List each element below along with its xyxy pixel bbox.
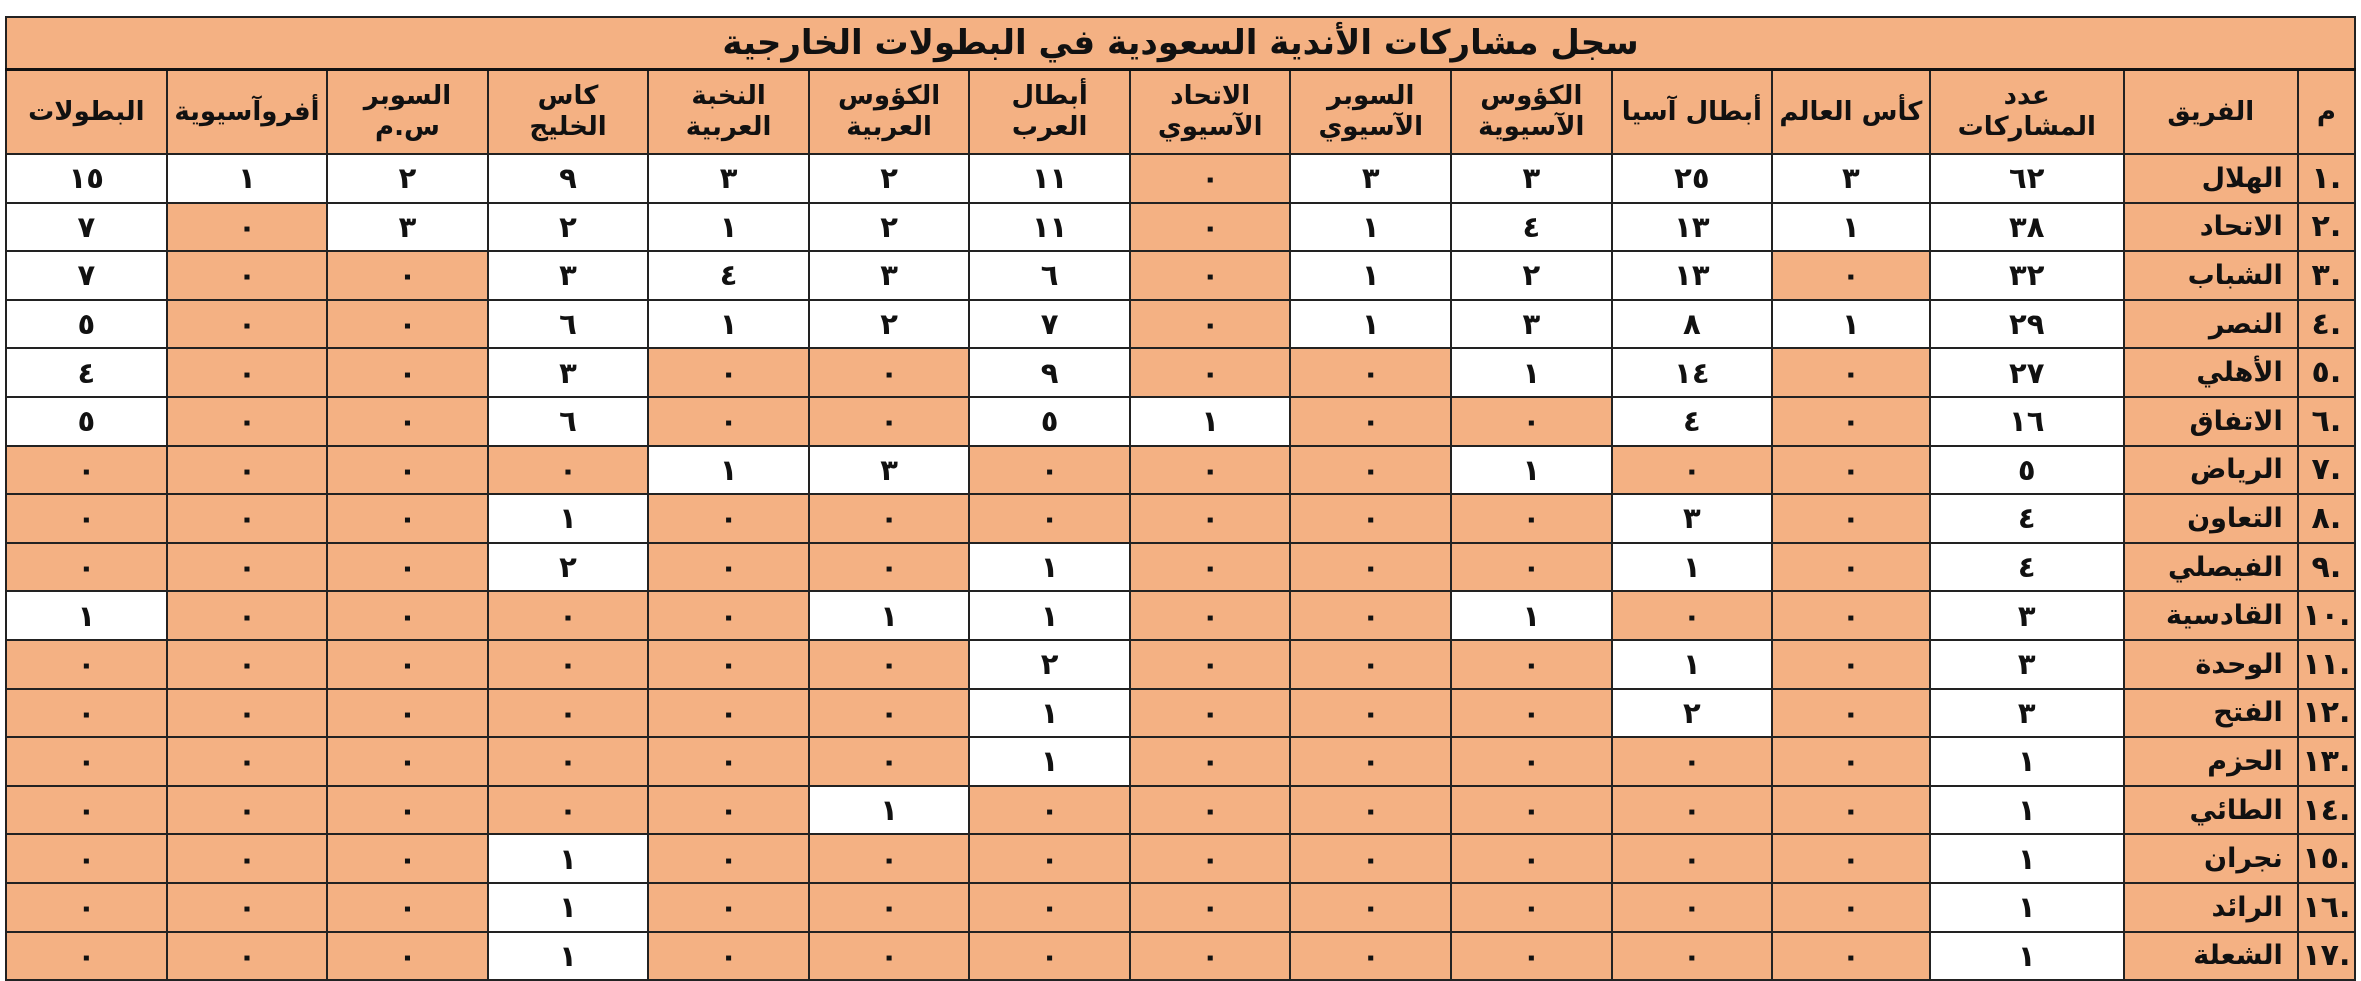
value-cell: ٦ bbox=[488, 397, 649, 446]
value-cell: ٠ bbox=[1290, 591, 1451, 640]
value-cell: ٠ bbox=[1451, 543, 1612, 592]
value-cell: ١ bbox=[1612, 640, 1773, 689]
value-cell: ٣ bbox=[648, 154, 809, 203]
team-name: القادسية bbox=[2124, 591, 2298, 640]
value-cell: ٠ bbox=[1130, 446, 1291, 495]
value-cell: ٠ bbox=[6, 543, 167, 592]
participation-count: ٦٢ bbox=[1930, 154, 2124, 203]
team-name: الرائد bbox=[2124, 883, 2298, 932]
value-cell: ٠ bbox=[327, 251, 488, 300]
value-cell: ٠ bbox=[1290, 543, 1451, 592]
value-cell: ١١ bbox=[969, 203, 1130, 252]
table-row bbox=[6, 300, 2355, 349]
value-cell: ٠ bbox=[1130, 203, 1291, 252]
row-index: .٦ bbox=[2298, 397, 2355, 446]
value-cell: ٠ bbox=[1772, 591, 1929, 640]
value-cell: ٠ bbox=[488, 689, 649, 738]
value-cell: ٠ bbox=[6, 737, 167, 786]
row-index: .١٧ bbox=[2298, 932, 2355, 981]
value-cell: ١ bbox=[488, 932, 649, 981]
value-cell: ٠ bbox=[1290, 640, 1451, 689]
value-cell: ٠ bbox=[648, 640, 809, 689]
table-row bbox=[6, 932, 2355, 981]
value-cell: ٣ bbox=[809, 251, 970, 300]
value-cell: ٠ bbox=[1130, 494, 1291, 543]
value-cell: ٠ bbox=[1290, 786, 1451, 835]
value-cell: ٠ bbox=[648, 883, 809, 932]
value-cell: ١١ bbox=[969, 154, 1130, 203]
value-cell: ٠ bbox=[167, 737, 328, 786]
value-cell: ٠ bbox=[1130, 834, 1291, 883]
value-cell: ٠ bbox=[1772, 494, 1929, 543]
value-cell: ٠ bbox=[1772, 834, 1929, 883]
value-cell: ٠ bbox=[1130, 883, 1291, 932]
value-cell: ٠ bbox=[488, 446, 649, 495]
value-cell: ٠ bbox=[1772, 543, 1929, 592]
value-cell: ٥ bbox=[6, 300, 167, 349]
table-row bbox=[6, 154, 2355, 203]
team-name: الاتحاد bbox=[2124, 203, 2298, 252]
value-cell: ٠ bbox=[1612, 591, 1773, 640]
header-afc-cup: الاتحاد الآسيوي bbox=[1130, 70, 1291, 155]
value-cell: ٠ bbox=[167, 591, 328, 640]
table-row bbox=[6, 591, 2355, 640]
value-cell: ٢ bbox=[327, 154, 488, 203]
value-cell: ٠ bbox=[6, 446, 167, 495]
team-name: الاتفاق bbox=[2124, 397, 2298, 446]
value-cell: ١ bbox=[809, 591, 970, 640]
value-cell: ٠ bbox=[327, 446, 488, 495]
value-cell: ٠ bbox=[969, 932, 1130, 981]
value-cell: ٣ bbox=[488, 251, 649, 300]
value-cell: ٢ bbox=[809, 203, 970, 252]
participation-count: ١ bbox=[1930, 737, 2124, 786]
participation-count: ٣٨ bbox=[1930, 203, 2124, 252]
value-cell: ٠ bbox=[167, 834, 328, 883]
value-cell: ٠ bbox=[1130, 251, 1291, 300]
value-cell: ٢ bbox=[809, 154, 970, 203]
value-cell: ٨ bbox=[1612, 300, 1773, 349]
value-cell: ٠ bbox=[1451, 883, 1612, 932]
value-cell: ٠ bbox=[167, 786, 328, 835]
team-name: الشعلة bbox=[2124, 932, 2298, 981]
row-index: .١١ bbox=[2298, 640, 2355, 689]
value-cell: ٠ bbox=[1290, 397, 1451, 446]
value-cell: ٠ bbox=[6, 786, 167, 835]
header-arab-champions: أبطال العرب bbox=[969, 70, 1130, 155]
value-cell: ٣ bbox=[1772, 154, 1929, 203]
value-cell: ٠ bbox=[1772, 932, 1929, 981]
value-cell: ٠ bbox=[1451, 834, 1612, 883]
table-row bbox=[6, 494, 2355, 543]
value-cell: ٠ bbox=[1772, 640, 1929, 689]
table-row bbox=[6, 834, 2355, 883]
value-cell: ٠ bbox=[648, 834, 809, 883]
value-cell: ١ bbox=[809, 786, 970, 835]
row-index: .٨ bbox=[2298, 494, 2355, 543]
header-titles: البطولات bbox=[6, 70, 167, 155]
value-cell: ٠ bbox=[1772, 883, 1929, 932]
value-cell: ٧ bbox=[969, 300, 1130, 349]
team-name: التعاون bbox=[2124, 494, 2298, 543]
value-cell: ١ bbox=[1772, 300, 1929, 349]
header-arab-cups: الكؤوس العربية bbox=[809, 70, 970, 155]
value-cell: ١ bbox=[648, 300, 809, 349]
value-cell: ٠ bbox=[1130, 689, 1291, 738]
participation-count: ٢٧ bbox=[1930, 348, 2124, 397]
value-cell: ٣ bbox=[1612, 494, 1773, 543]
row-index: .١٢ bbox=[2298, 689, 2355, 738]
value-cell: ٠ bbox=[1290, 494, 1451, 543]
row-index: .٧ bbox=[2298, 446, 2355, 495]
value-cell: ٧ bbox=[6, 251, 167, 300]
value-cell: ١٥ bbox=[6, 154, 167, 203]
team-name: نجران bbox=[2124, 834, 2298, 883]
value-cell: ١ bbox=[1290, 251, 1451, 300]
participation-count: ٣ bbox=[1930, 591, 2124, 640]
value-cell: ١ bbox=[1130, 397, 1291, 446]
value-cell: ٠ bbox=[488, 786, 649, 835]
participation-count: ١ bbox=[1930, 834, 2124, 883]
team-name: الأهلي bbox=[2124, 348, 2298, 397]
value-cell: ٠ bbox=[6, 689, 167, 738]
value-cell: ٠ bbox=[969, 834, 1130, 883]
value-cell: ٠ bbox=[1130, 640, 1291, 689]
value-cell: ٠ bbox=[327, 737, 488, 786]
table-body bbox=[6, 154, 2355, 980]
participation-count: ٤ bbox=[1930, 543, 2124, 592]
value-cell: ٦ bbox=[969, 251, 1130, 300]
value-cell: ٣ bbox=[809, 446, 970, 495]
value-cell: ٠ bbox=[1130, 786, 1291, 835]
table-row bbox=[6, 543, 2355, 592]
header-participations: عدد المشاركات bbox=[1930, 70, 2124, 155]
value-cell: ٠ bbox=[809, 883, 970, 932]
value-cell: ١ bbox=[6, 591, 167, 640]
participation-table bbox=[5, 16, 2356, 981]
value-cell: ٠ bbox=[1612, 834, 1773, 883]
table-row bbox=[6, 640, 2355, 689]
value-cell: ١ bbox=[1451, 591, 1612, 640]
value-cell: ٣ bbox=[488, 348, 649, 397]
team-name: الفتح bbox=[2124, 689, 2298, 738]
value-cell: ٠ bbox=[648, 689, 809, 738]
value-cell: ٠ bbox=[809, 494, 970, 543]
value-cell: ٠ bbox=[167, 689, 328, 738]
value-cell: ٠ bbox=[1451, 494, 1612, 543]
value-cell: ١ bbox=[488, 494, 649, 543]
value-cell: ٠ bbox=[809, 397, 970, 446]
value-cell: ٠ bbox=[1772, 689, 1929, 738]
value-cell: ٠ bbox=[167, 932, 328, 981]
header-asian-cups: الكؤوس الآسيوية bbox=[1451, 70, 1612, 155]
value-cell: ٠ bbox=[1451, 640, 1612, 689]
header-row bbox=[6, 70, 2355, 155]
value-cell: ٠ bbox=[167, 300, 328, 349]
value-cell: ١٣ bbox=[1612, 251, 1773, 300]
table-row bbox=[6, 737, 2355, 786]
row-index: .١٣ bbox=[2298, 737, 2355, 786]
value-cell: ٤ bbox=[1451, 203, 1612, 252]
table-row bbox=[6, 203, 2355, 252]
participation-count: ٢٩ bbox=[1930, 300, 2124, 349]
value-cell: ٠ bbox=[648, 543, 809, 592]
value-cell: ٣ bbox=[1451, 300, 1612, 349]
value-cell: ٠ bbox=[1290, 348, 1451, 397]
value-cell: ٢ bbox=[809, 300, 970, 349]
participation-count: ٥ bbox=[1930, 446, 2124, 495]
value-cell: ٠ bbox=[809, 348, 970, 397]
value-cell: ٠ bbox=[1130, 543, 1291, 592]
table-title: سجل مشاركات الأندية السعودية في البطولات الخارجية bbox=[6, 17, 2355, 70]
participation-count: ٣ bbox=[1930, 640, 2124, 689]
team-name: الفيصلي bbox=[2124, 543, 2298, 592]
value-cell: ٠ bbox=[809, 834, 970, 883]
value-cell: ١ bbox=[1290, 203, 1451, 252]
value-cell: ١ bbox=[1290, 300, 1451, 349]
value-cell: ٠ bbox=[1290, 737, 1451, 786]
participation-count: ١٦ bbox=[1930, 397, 2124, 446]
value-cell: ٠ bbox=[167, 348, 328, 397]
row-index: .٤ bbox=[2298, 300, 2355, 349]
row-index: .٥ bbox=[2298, 348, 2355, 397]
header-super-sm: السوبر س.م bbox=[327, 70, 488, 155]
value-cell: ٠ bbox=[488, 737, 649, 786]
participation-count: ٣٢ bbox=[1930, 251, 2124, 300]
row-index: .١٤ bbox=[2298, 786, 2355, 835]
value-cell: ٢ bbox=[488, 543, 649, 592]
value-cell: ٠ bbox=[1130, 154, 1291, 203]
value-cell: ٠ bbox=[327, 397, 488, 446]
value-cell: ٠ bbox=[1451, 689, 1612, 738]
value-cell: ٠ bbox=[809, 689, 970, 738]
value-cell: ٠ bbox=[167, 883, 328, 932]
row-index: .٣ bbox=[2298, 251, 2355, 300]
value-cell: ٠ bbox=[327, 591, 488, 640]
value-cell: ٠ bbox=[1772, 348, 1929, 397]
value-cell: ٠ bbox=[1612, 932, 1773, 981]
header-gulf-cup: كاس الخليج bbox=[488, 70, 649, 155]
value-cell: ٠ bbox=[6, 932, 167, 981]
team-name: الهلال bbox=[2124, 154, 2298, 203]
value-cell: ٠ bbox=[1290, 932, 1451, 981]
table-row bbox=[6, 883, 2355, 932]
value-cell: ٠ bbox=[327, 786, 488, 835]
team-name: الوحدة bbox=[2124, 640, 2298, 689]
value-cell: ٠ bbox=[969, 786, 1130, 835]
row-index: .١ bbox=[2298, 154, 2355, 203]
value-cell: ٠ bbox=[648, 737, 809, 786]
header-arab-elite: النخبة العربية bbox=[648, 70, 809, 155]
value-cell: ١ bbox=[648, 203, 809, 252]
value-cell: ٧ bbox=[6, 203, 167, 252]
value-cell: ٠ bbox=[1451, 737, 1612, 786]
row-index: .١٠ bbox=[2298, 591, 2355, 640]
value-cell: ٣ bbox=[327, 203, 488, 252]
value-cell: ٠ bbox=[327, 300, 488, 349]
value-cell: ٠ bbox=[488, 591, 649, 640]
value-cell: ٠ bbox=[969, 883, 1130, 932]
row-index: .٩ bbox=[2298, 543, 2355, 592]
value-cell: ٩ bbox=[488, 154, 649, 203]
value-cell: ٠ bbox=[969, 494, 1130, 543]
value-cell: ٣ bbox=[1451, 154, 1612, 203]
value-cell: ١ bbox=[1451, 446, 1612, 495]
value-cell: ٠ bbox=[167, 397, 328, 446]
value-cell: ٠ bbox=[327, 348, 488, 397]
team-name: الحزم bbox=[2124, 737, 2298, 786]
value-cell: ١ bbox=[969, 737, 1130, 786]
value-cell: ٢ bbox=[488, 203, 649, 252]
value-cell: ٠ bbox=[809, 932, 970, 981]
value-cell: ٠ bbox=[327, 932, 488, 981]
value-cell: ٠ bbox=[6, 834, 167, 883]
value-cell: ٠ bbox=[1290, 883, 1451, 932]
value-cell: ٠ bbox=[1130, 932, 1291, 981]
table-row bbox=[6, 689, 2355, 738]
value-cell: ٠ bbox=[1772, 737, 1929, 786]
value-cell: ١٣ bbox=[1612, 203, 1773, 252]
value-cell: ٠ bbox=[1612, 446, 1773, 495]
value-cell: ٠ bbox=[167, 251, 328, 300]
value-cell: ٠ bbox=[1290, 446, 1451, 495]
value-cell: ٠ bbox=[1290, 689, 1451, 738]
value-cell: ٠ bbox=[6, 883, 167, 932]
row-index: .١٥ bbox=[2298, 834, 2355, 883]
value-cell: ٠ bbox=[327, 543, 488, 592]
value-cell: ١ bbox=[1772, 203, 1929, 252]
value-cell: ٠ bbox=[648, 932, 809, 981]
value-cell: ٠ bbox=[1130, 591, 1291, 640]
value-cell: ٠ bbox=[327, 834, 488, 883]
spreadsheet-table bbox=[5, 16, 2356, 981]
value-cell: ٠ bbox=[1451, 786, 1612, 835]
value-cell: ٠ bbox=[1772, 786, 1929, 835]
value-cell: ٠ bbox=[167, 203, 328, 252]
value-cell: ٤ bbox=[1612, 397, 1773, 446]
value-cell: ٠ bbox=[1130, 348, 1291, 397]
value-cell: ٢ bbox=[1451, 251, 1612, 300]
value-cell: ٠ bbox=[809, 543, 970, 592]
participation-count: ١ bbox=[1930, 883, 2124, 932]
value-cell: ٠ bbox=[327, 689, 488, 738]
value-cell: ١ bbox=[969, 689, 1130, 738]
value-cell: ٤ bbox=[648, 251, 809, 300]
value-cell: ٠ bbox=[1612, 786, 1773, 835]
participation-count: ١ bbox=[1930, 786, 2124, 835]
value-cell: ٠ bbox=[6, 494, 167, 543]
value-cell: ٠ bbox=[648, 494, 809, 543]
value-cell: ٠ bbox=[327, 883, 488, 932]
value-cell: ٠ bbox=[648, 397, 809, 446]
value-cell: ٠ bbox=[1772, 397, 1929, 446]
participation-count: ١ bbox=[1930, 932, 2124, 981]
table-row bbox=[6, 251, 2355, 300]
value-cell: ١ bbox=[488, 834, 649, 883]
value-cell: ٠ bbox=[648, 786, 809, 835]
row-index: .٢ bbox=[2298, 203, 2355, 252]
value-cell: ٠ bbox=[1451, 397, 1612, 446]
value-cell: ٥ bbox=[969, 397, 1130, 446]
value-cell: ٢ bbox=[1612, 689, 1773, 738]
value-cell: ١٤ bbox=[1612, 348, 1773, 397]
participation-count: ٤ bbox=[1930, 494, 2124, 543]
value-cell: ٠ bbox=[809, 737, 970, 786]
value-cell: ٠ bbox=[488, 640, 649, 689]
table-row bbox=[6, 786, 2355, 835]
value-cell: ١ bbox=[648, 446, 809, 495]
value-cell: ٠ bbox=[809, 640, 970, 689]
value-cell: ١ bbox=[167, 154, 328, 203]
value-cell: ٠ bbox=[167, 640, 328, 689]
participation-count: ٣ bbox=[1930, 689, 2124, 738]
value-cell: ٠ bbox=[1612, 737, 1773, 786]
value-cell: ٠ bbox=[167, 543, 328, 592]
header-world-cup: كأس العالم bbox=[1772, 70, 1929, 155]
value-cell: ٠ bbox=[648, 591, 809, 640]
team-name: النصر bbox=[2124, 300, 2298, 349]
value-cell: ١ bbox=[969, 591, 1130, 640]
value-cell: ١ bbox=[488, 883, 649, 932]
value-cell: ٠ bbox=[327, 494, 488, 543]
value-cell: ٠ bbox=[969, 446, 1130, 495]
header-asian-super: السوبر الآسيوي bbox=[1290, 70, 1451, 155]
value-cell: ٢٥ bbox=[1612, 154, 1773, 203]
value-cell: ٠ bbox=[648, 348, 809, 397]
team-name: الطائي bbox=[2124, 786, 2298, 835]
value-cell: ١ bbox=[969, 543, 1130, 592]
value-cell: ٠ bbox=[6, 640, 167, 689]
value-cell: ٠ bbox=[1772, 251, 1929, 300]
row-index: .١٦ bbox=[2298, 883, 2355, 932]
value-cell: ٠ bbox=[1130, 300, 1291, 349]
value-cell: ٠ bbox=[167, 446, 328, 495]
value-cell: ٢ bbox=[969, 640, 1130, 689]
value-cell: ٤ bbox=[6, 348, 167, 397]
value-cell: ٠ bbox=[167, 494, 328, 543]
table-row bbox=[6, 446, 2355, 495]
team-name: الرياض bbox=[2124, 446, 2298, 495]
value-cell: ٠ bbox=[1451, 932, 1612, 981]
table-row bbox=[6, 348, 2355, 397]
value-cell: ٠ bbox=[1290, 834, 1451, 883]
team-name: الشباب bbox=[2124, 251, 2298, 300]
value-cell: ٣ bbox=[1290, 154, 1451, 203]
value-cell: ١ bbox=[1451, 348, 1612, 397]
value-cell: ٠ bbox=[327, 640, 488, 689]
table-row bbox=[6, 397, 2355, 446]
value-cell: ٠ bbox=[1772, 446, 1929, 495]
value-cell: ٠ bbox=[1130, 737, 1291, 786]
header-index: م bbox=[2298, 70, 2355, 155]
value-cell: ٩ bbox=[969, 348, 1130, 397]
value-cell: ٥ bbox=[6, 397, 167, 446]
value-cell: ٦ bbox=[488, 300, 649, 349]
header-afro-asian: أفروآسيوية bbox=[167, 70, 328, 155]
value-cell: ١ bbox=[1612, 543, 1773, 592]
header-asian-champions: أبطال آسيا bbox=[1612, 70, 1773, 155]
value-cell: ٠ bbox=[1612, 883, 1773, 932]
header-team: الفريق bbox=[2124, 70, 2298, 155]
